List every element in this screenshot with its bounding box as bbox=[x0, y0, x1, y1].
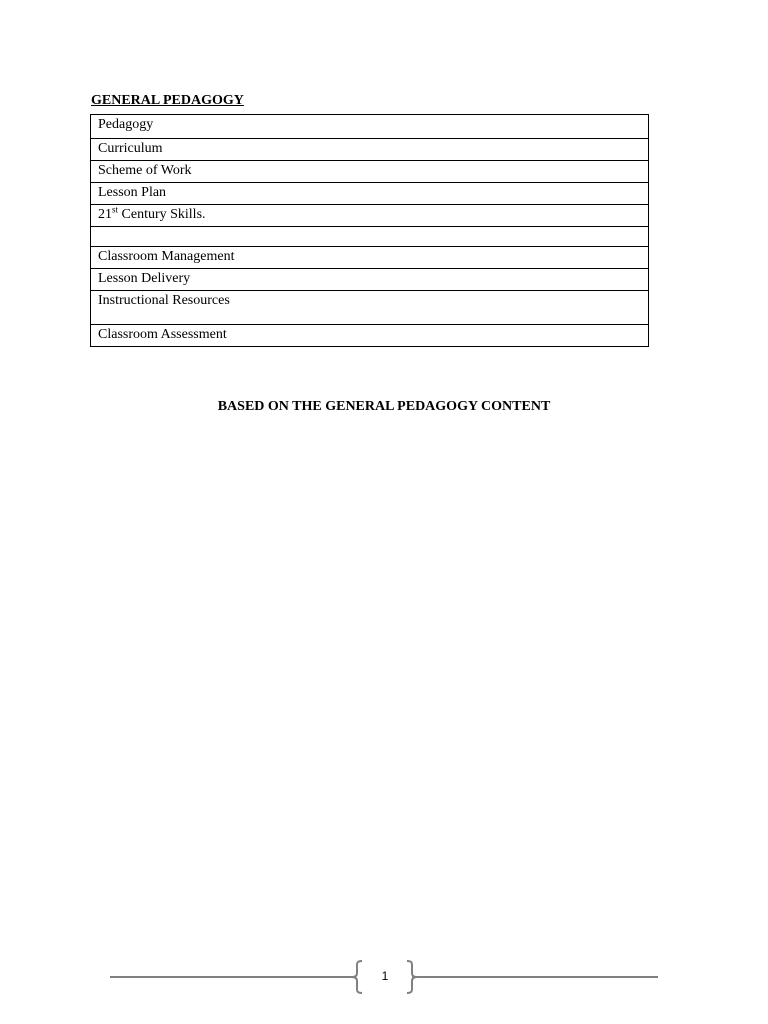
topic-blank bbox=[91, 227, 649, 247]
page-footer bbox=[110, 960, 658, 994]
topic-lesson-delivery: Lesson Delivery bbox=[91, 269, 649, 291]
topic-scheme-of-work: Scheme of Work bbox=[91, 161, 649, 183]
footer-rule-right bbox=[412, 976, 658, 978]
table-row bbox=[91, 247, 649, 269]
table-row bbox=[91, 161, 649, 183]
section-heading: GENERAL PEDAGOGY bbox=[91, 93, 244, 108]
table-row bbox=[91, 139, 649, 161]
table-row bbox=[91, 325, 649, 347]
topic-classroom-management: Classroom Management bbox=[91, 247, 649, 269]
century-number: 21 bbox=[98, 207, 112, 222]
table-row bbox=[91, 205, 649, 227]
topic-curriculum: Curriculum bbox=[91, 139, 649, 161]
table-row bbox=[91, 183, 649, 205]
century-ordinal-suffix: st bbox=[112, 204, 119, 215]
topic-century-skills bbox=[91, 205, 649, 227]
left-brace-icon bbox=[351, 960, 365, 994]
topic-classroom-assessment: Classroom Assessment bbox=[91, 325, 649, 347]
topic-instructional-resources: Instructional Resources bbox=[91, 291, 649, 325]
center-heading: BASED ON THE GENERAL PEDAGOGY CONTENT bbox=[217, 399, 551, 414]
century-skills-text: Century Skills. bbox=[118, 207, 206, 222]
topic-lesson-plan: Lesson Plan bbox=[91, 183, 649, 205]
page-number: 1 bbox=[381, 969, 389, 983]
table-row bbox=[91, 115, 649, 139]
table-row-empty bbox=[91, 227, 649, 247]
topics-table bbox=[90, 114, 649, 347]
table-row bbox=[91, 269, 649, 291]
topic-pedagogy: Pedagogy bbox=[91, 115, 649, 139]
table-row bbox=[91, 291, 649, 325]
footer-rule-left bbox=[110, 976, 354, 978]
